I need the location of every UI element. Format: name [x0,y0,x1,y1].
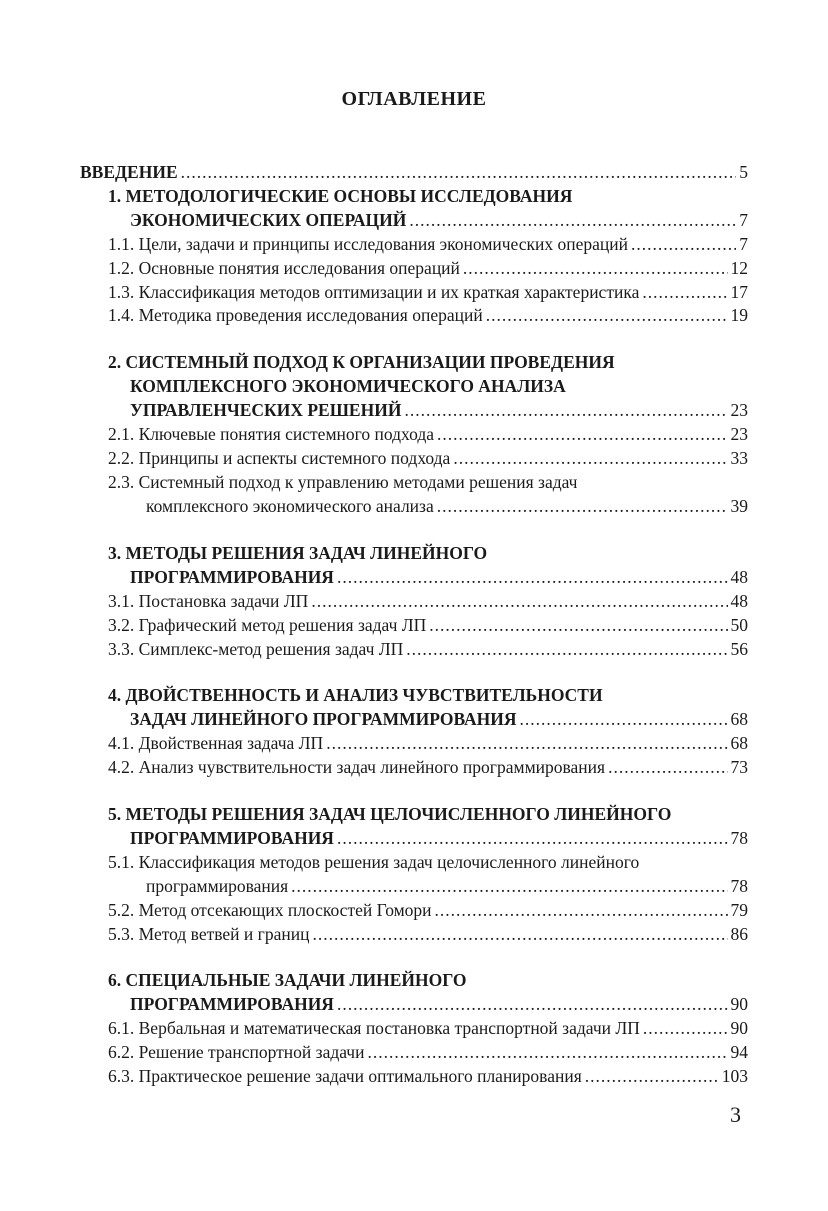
dot-leader [337,565,728,589]
section-1-heading[interactable] [108,184,572,208]
toc-page-number: 78 [730,876,748,896]
toc-page-number: 68 [730,709,748,729]
section-heading-text: ПРОГРАММИРОВАНИЯ [130,567,334,587]
section-2-heading[interactable] [108,350,615,374]
toc-entry-5-2[interactable] [108,898,748,922]
page-title: ОГЛАВЛЕНИЕ [341,88,487,110]
toc-entry-label: 1.4. Методика проведения исследования операций [108,305,483,325]
toc-entry-label: 3.3. Симплекс-метод решения задач ЛП [108,639,404,659]
dot-leader [453,446,727,470]
toc-page-number: 90 [730,1018,748,1038]
toc-entry-2-2[interactable] [108,446,748,470]
toc-entry-1-1[interactable] [108,232,748,256]
toc-entry-2-1[interactable] [108,422,748,446]
toc-page-number: 86 [730,924,748,944]
dot-leader [312,922,727,946]
toc-page-number: 79 [730,900,748,920]
section-4-heading-cont[interactable] [130,707,748,731]
section-heading-text: ПРОГРАММИРОВАНИЯ [130,828,334,848]
section-5-heading[interactable] [108,802,671,826]
toc-page-number: 78 [730,828,748,848]
section-6-heading-cont[interactable] [130,992,748,1016]
toc-entry-4-1[interactable] [108,731,748,755]
toc-page-number: 17 [730,282,748,302]
dot-leader [181,160,737,184]
toc-entry-label: 6.1. Вербальная и математическая постановка транспортной задачи ЛП [108,1018,640,1038]
section-heading-text: 2. СИСТЕМНЫЙ ПОДХОД К ОРГАНИЗАЦИИ ПРОВЕДЕНИЯ [108,352,615,372]
toc-entry-label: 6.3. Практическое решение задачи оптимального планирования [108,1066,582,1086]
section-4-heading[interactable] [108,683,603,707]
toc-entry-label: 1.3. Классификация методов оптимизации и их краткая характеристика [108,282,640,302]
toc-entry-intro[interactable] [80,160,748,184]
toc-entry-label: 2.2. Принципы и аспекты системного подхода [108,448,451,468]
toc-entry-5-1[interactable] [108,850,639,874]
section-heading-text: 5. МЕТОДЫ РЕШЕНИЯ ЗАДАЧ ЦЕЛОЧИСЛЕННОГО ЛИНЕЙНОГО [108,804,672,824]
toc-entry-label: 4.1. Двойственная задача ЛП [108,733,324,753]
section-heading-text: 4. ДВОЙСТВЕННОСТЬ И АНАЛИЗ ЧУВСТВИТЕЛЬНОСТИ [108,685,603,705]
toc-entry-1-4[interactable] [108,303,748,327]
toc-entry-label: 1.1. Цели, задачи и принципы исследования экономических операций [108,234,629,254]
dot-leader [311,589,727,613]
toc-entry-label: 4.2. Анализ чувствительности задач линейного программирования [108,757,606,777]
dot-leader [367,1040,727,1064]
toc-page-number: 7 [739,210,748,230]
toc-page-number: 56 [730,639,748,659]
toc-entry-4-2[interactable] [108,755,748,779]
toc-entry-3-3[interactable] [108,637,748,661]
section-heading-text: КОМПЛЕКСНОГО ЭКОНОМИЧЕСКОГО АНАЛИЗА [130,376,566,396]
section-5-heading-cont[interactable] [130,826,748,850]
toc-entry-label: 6.2. Решение транспортной задачи [108,1042,365,1062]
toc-page-number: 23 [730,400,748,420]
dot-leader [404,398,727,422]
toc-entry-label: 5.1. Классификация методов решения задач целочисленного линейного [108,852,640,872]
toc-entry-2-3[interactable] [108,470,577,494]
section-2-heading-cont[interactable] [130,374,566,398]
section-1-heading-cont[interactable] [130,208,748,232]
toc-entry-3-2[interactable] [108,613,748,637]
dot-leader [406,637,727,661]
section-heading-text: 1. МЕТОДОЛОГИЧЕСКИЕ ОСНОВЫ ИССЛЕДОВАНИЯ [108,186,573,206]
dot-leader [437,494,728,518]
toc-page-number: 5 [739,162,748,182]
toc-page-number: 19 [730,305,748,325]
dot-leader [463,256,728,280]
toc-entry-label: 2.1. Ключевые понятия системного подхода [108,424,435,444]
toc-entry-label: 3.2. Графический метод решения задач ЛП [108,615,427,635]
page-number: 3 [730,1102,741,1127]
toc-entry-label: программирования [146,876,289,896]
toc-page-number: 50 [730,615,748,635]
toc-entry-1-2[interactable] [108,256,748,280]
toc-entry-1-3[interactable] [108,280,748,304]
dot-leader [429,613,727,637]
dot-leader [608,755,727,779]
section-2-heading-cont-2[interactable] [130,398,748,422]
toc-page-number: 94 [730,1042,748,1062]
toc-entry-6-2[interactable] [108,1040,748,1064]
dot-leader [520,707,728,731]
section-6-heading[interactable] [108,968,467,992]
toc-entry-2-3-cont[interactable] [146,494,748,518]
dot-leader [435,898,728,922]
toc-entry-6-3[interactable] [108,1064,748,1088]
toc-entry-5-3[interactable] [108,922,748,946]
toc-page-number: 103 [721,1066,748,1086]
dot-leader [642,280,727,304]
dot-leader [326,731,727,755]
dot-leader [631,232,736,256]
toc-entry-label: 3.1. Постановка задачи ЛП [108,591,309,611]
toc-entry-label: 5.2. Метод отсекающих плоскостей Гомори [108,900,432,920]
toc-entry-3-1[interactable] [108,589,748,613]
toc-page-number: 68 [730,733,748,753]
dot-leader [437,422,727,446]
toc-entry-label: ВВЕДЕНИЕ [80,162,178,182]
dot-leader [337,826,728,850]
dot-leader [585,1064,719,1088]
toc-page-number: 12 [730,258,748,278]
toc-entry-label: комплексного экономического анализа [146,496,434,516]
toc-page-number: 48 [730,567,748,587]
toc-entry-5-1-cont[interactable] [146,874,748,898]
section-heading-text: ПРОГРАММИРОВАНИЯ [130,994,334,1014]
dot-leader [337,992,728,1016]
toc-page-number: 39 [730,496,748,516]
toc-page-number: 23 [730,424,748,444]
dot-leader [486,303,728,327]
section-heading-text: ЗАДАЧ ЛИНЕЙНОГО ПРОГРАММИРОВАНИЯ [130,709,517,729]
section-3-heading[interactable] [108,541,487,565]
toc-page-number: 73 [730,757,748,777]
dot-leader [409,208,736,232]
toc-entry-6-1[interactable] [108,1016,748,1040]
section-heading-text: ЭКОНОМИЧЕСКИХ ОПЕРАЦИЙ [130,210,407,230]
section-3-heading-cont[interactable] [130,565,748,589]
section-heading-text: 6. СПЕЦИАЛЬНЫЕ ЗАДАЧИ ЛИНЕЙНОГО [108,970,467,990]
toc-page-number: 33 [730,448,748,468]
toc-page-number: 7 [739,234,748,254]
dot-leader [643,1016,728,1040]
dot-leader [291,874,727,898]
toc-entry-label: 5.3. Метод ветвей и границ [108,924,310,944]
section-heading-text: 3. МЕТОДЫ РЕШЕНИЯ ЗАДАЧ ЛИНЕЙНОГО [108,543,488,563]
toc-page-number: 90 [730,994,748,1014]
toc-page-number: 48 [730,591,748,611]
toc-entry-label: 2.3. Системный подход к управлению методами решения задач [108,472,578,492]
section-heading-text: УПРАВЛЕНЧЕСКИХ РЕШЕНИЙ [130,400,402,420]
toc-entry-label: 1.2. Основные понятия исследования операций [108,258,460,278]
